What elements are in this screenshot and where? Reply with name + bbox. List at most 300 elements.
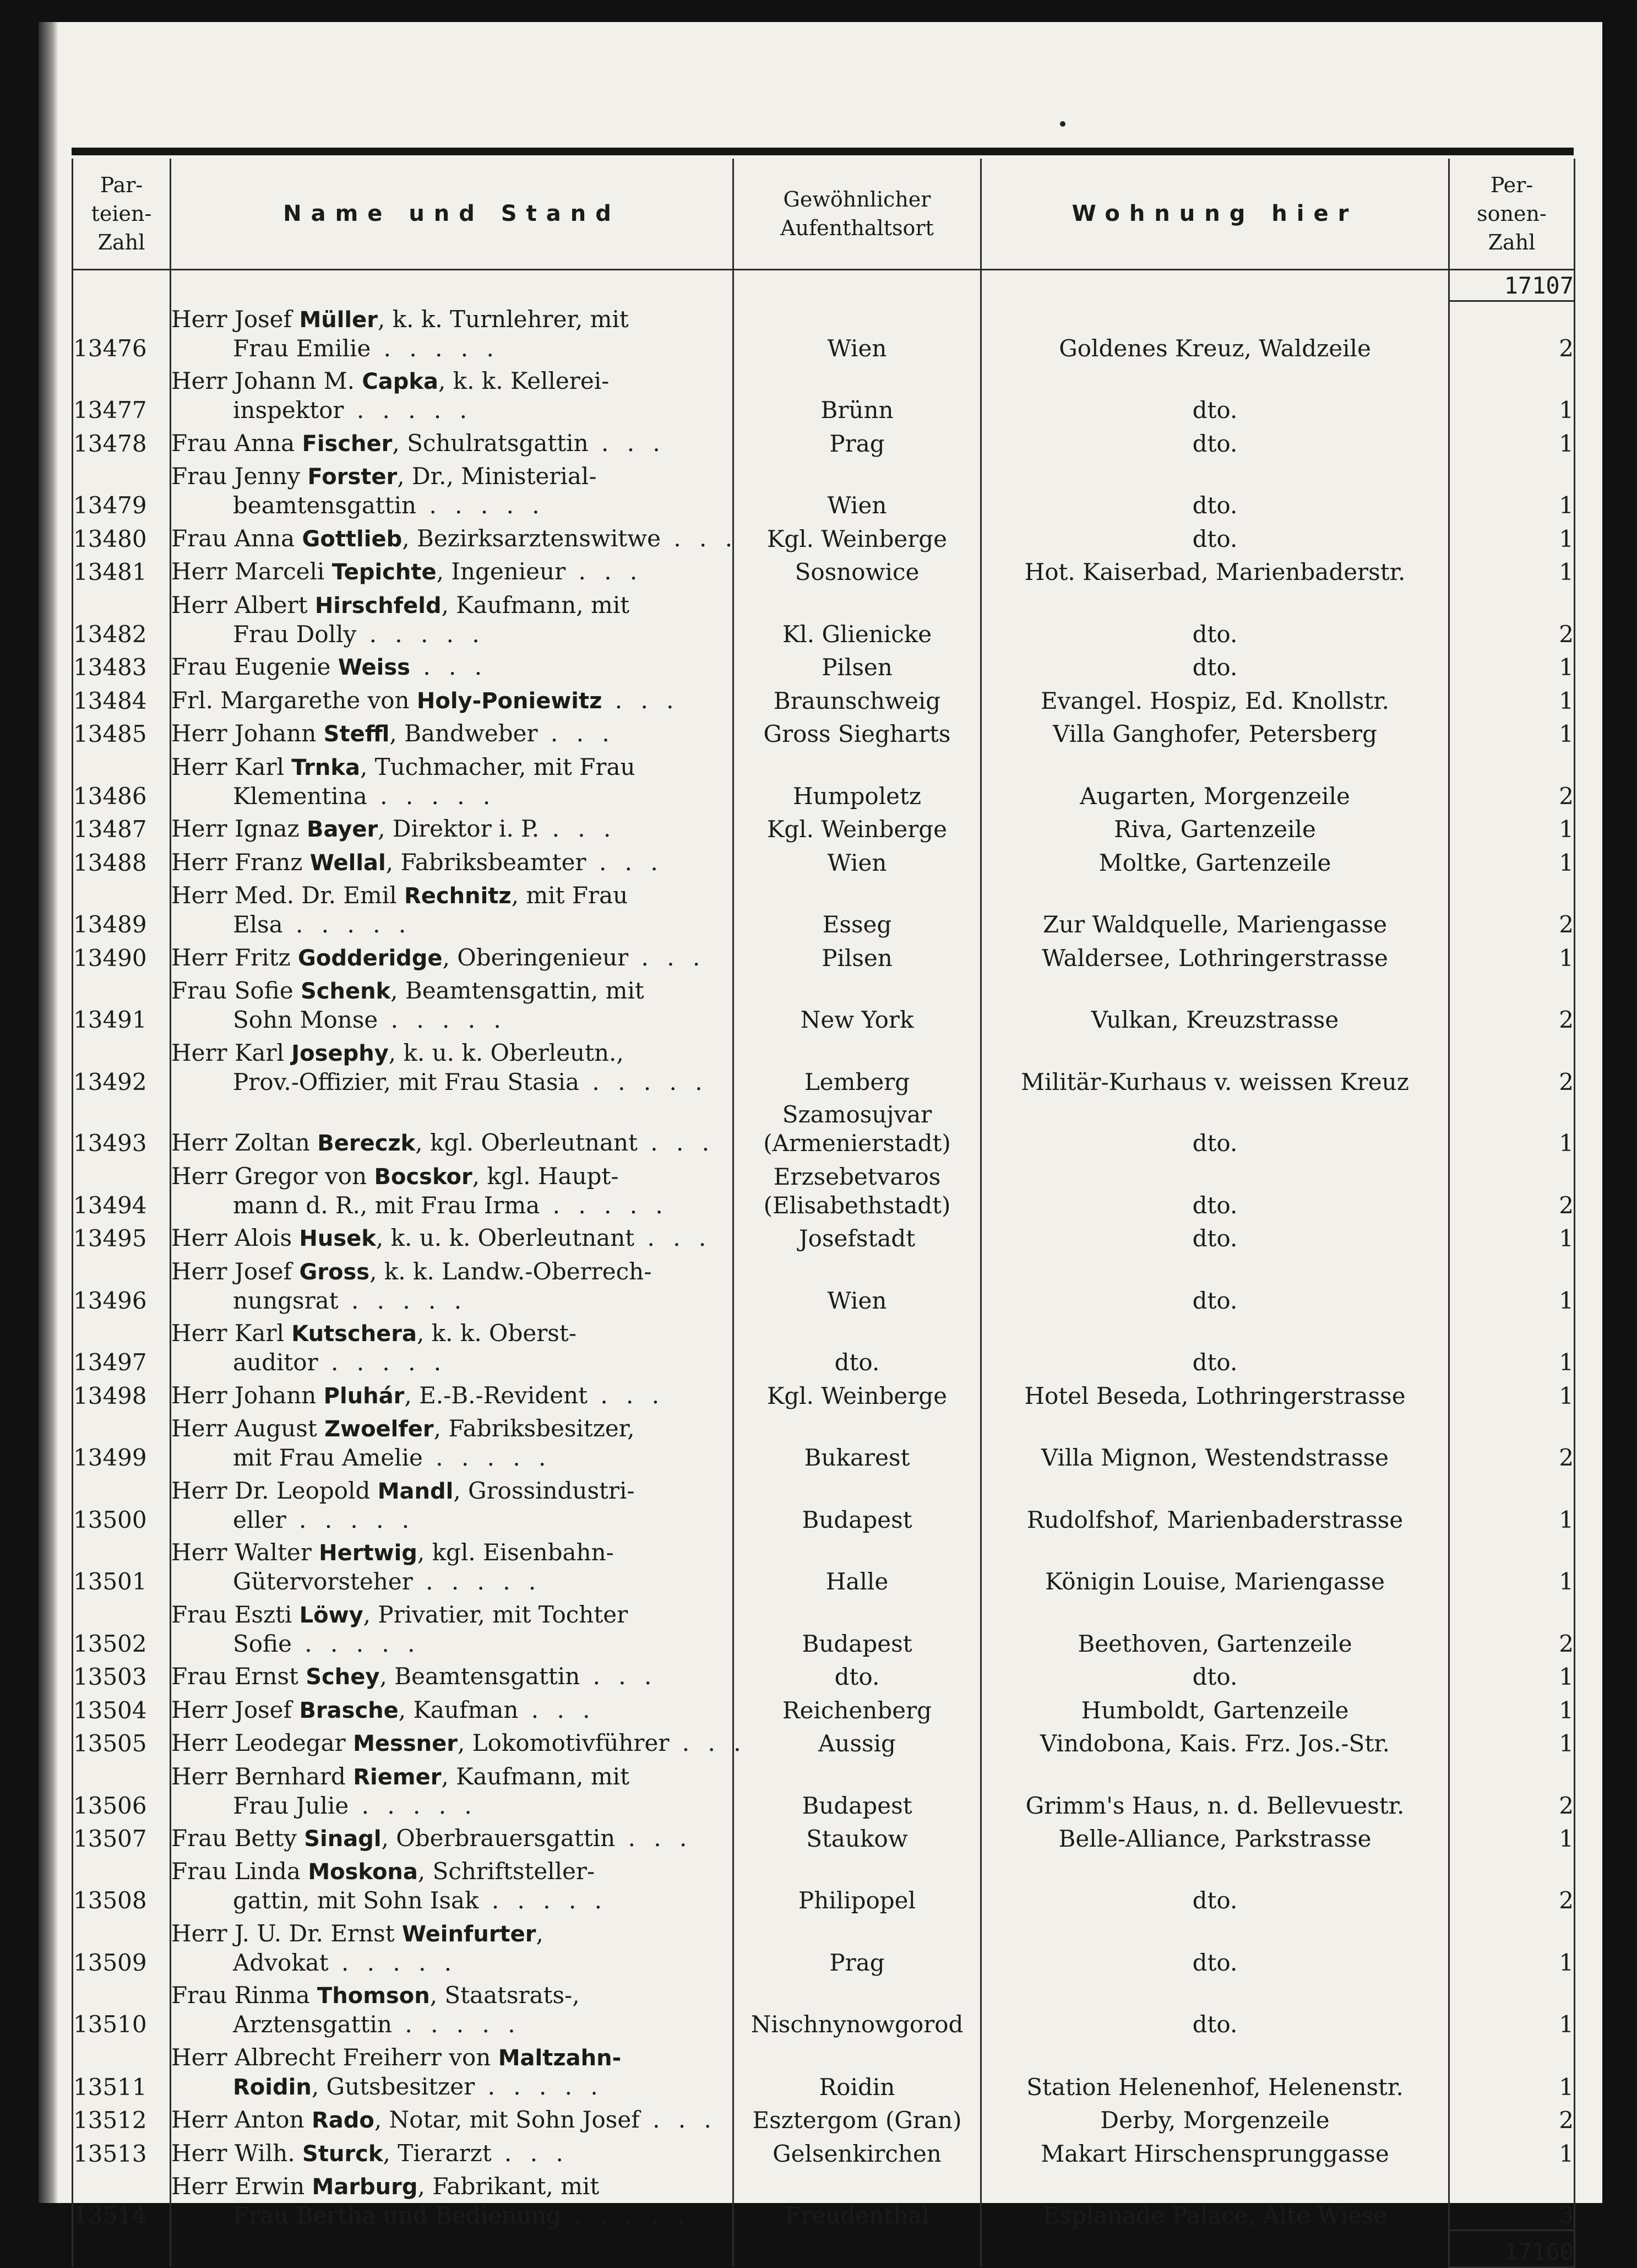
name-prefix: Herr Karl	[171, 1039, 284, 1066]
name-prefix: Herr Josef	[171, 1257, 292, 1285]
surname: Sturck	[302, 2141, 383, 2167]
party-number: 13504	[73, 1691, 171, 1724]
name-and-status	[171, 748, 733, 810]
party-number: 13506	[73, 1758, 171, 1820]
local-address: dto.	[981, 1220, 1449, 1253]
surname: Weiss	[338, 655, 410, 681]
register-row	[73, 844, 1575, 877]
name-line	[171, 1600, 732, 1630]
local-address: Villa Ganghofer, Petersberg	[981, 715, 1449, 748]
name-line	[171, 1257, 732, 1287]
status-text: , E.-B.-Revident	[404, 1381, 588, 1409]
local-address: Makart Hirschensprunggasse	[981, 2135, 1449, 2168]
party-number: 13486	[73, 748, 171, 810]
name-and-status	[171, 2039, 733, 2101]
name-line	[171, 1662, 732, 1691]
persons-count: 2	[1449, 587, 1575, 648]
status-continuation: mit Frau Amelie	[233, 1444, 423, 1472]
local-address: dto.	[981, 1315, 1449, 1377]
usual-residence: Erzsebetvaros (Elisabethstadt)	[733, 1158, 981, 1219]
register-row	[73, 748, 1575, 810]
status-continuation: Frau Julie	[233, 1792, 349, 1819]
party-number: 13499	[73, 1410, 171, 1472]
register-row	[73, 1691, 1575, 1724]
register-row	[73, 1158, 1575, 1219]
surname: Josephy	[291, 1040, 389, 1066]
name-prefix: Herr Albert	[171, 591, 308, 618]
status-continuation: nungsrat	[233, 1287, 339, 1314]
surname: Rado	[311, 2108, 374, 2134]
status-continuation: Advokat	[233, 1949, 329, 1976]
ink-speck	[1060, 121, 1065, 127]
party-number: 13491	[73, 973, 171, 1034]
header-party-number: Par- teien- Zahl	[73, 159, 171, 270]
name-prefix: Herr August	[171, 1415, 317, 1442]
name-continuation	[171, 1191, 732, 1220]
name-and-status	[171, 2168, 733, 2230]
register-row	[73, 939, 1575, 972]
surname-continuation: Roidin	[233, 2074, 312, 2100]
persons-count: 1	[1449, 2135, 1575, 2168]
status-continuation: Gütervorsteher	[233, 1568, 413, 1596]
status-text: , kgl. Oberleutnant	[415, 1129, 638, 1157]
name-line	[171, 848, 732, 877]
top-rule	[72, 148, 1574, 155]
usual-residence: Halle	[733, 1534, 981, 1596]
status-continuation: inspektor	[233, 397, 344, 424]
name-line	[171, 653, 732, 682]
status-text: , Fabrikant, mit	[417, 2173, 600, 2200]
register-row	[73, 1658, 1575, 1691]
party-number: 13487	[73, 811, 171, 844]
name-and-status	[171, 1977, 733, 2039]
persons-count: 3	[1449, 2168, 1575, 2230]
status-text: , Schulratsgattin	[392, 429, 589, 457]
persons-count: 2	[1449, 973, 1575, 1034]
name-line	[171, 1162, 732, 1191]
name-and-status	[171, 1534, 733, 1596]
status-text: , k. k. Kellerei-	[438, 367, 610, 395]
dot-leader: . . .	[639, 2106, 717, 2134]
name-and-status	[171, 363, 733, 425]
register-row	[73, 554, 1575, 587]
name-line	[171, 815, 732, 844]
usual-residence: Esseg	[733, 877, 981, 939]
usual-residence: Budapest	[733, 1596, 981, 1658]
local-address: Hotel Beseda, Lothringerstrasse	[981, 1377, 1449, 1410]
name-and-status	[171, 1725, 747, 1758]
usual-residence: Reichenberg	[733, 1691, 981, 1724]
party-number: 13507	[73, 1820, 171, 1853]
surname: Gross	[299, 1259, 370, 1285]
local-address: dto.	[981, 1915, 1449, 1977]
status-text: , Dr., Ministerial-	[397, 463, 597, 490]
register-row	[73, 363, 1575, 425]
name-and-status	[171, 458, 733, 520]
name-line	[171, 591, 732, 620]
surname: Maltzahn-	[498, 2045, 622, 2071]
status-text: , Fabriksbesitzer,	[433, 1415, 635, 1442]
dot-leader: . . .	[491, 2139, 569, 2167]
persons-count: 1	[1449, 363, 1575, 425]
persons-count: 2	[1449, 1853, 1575, 1915]
register-row	[73, 1315, 1575, 1377]
local-address: dto.	[981, 1658, 1449, 1691]
local-address: Grimm's Haus, n. d. Bellevuestr.	[981, 1758, 1449, 1820]
name-continuation	[171, 2010, 732, 2039]
dot-leader: . . .	[565, 558, 643, 585]
dot-leader: . . . . .	[344, 397, 472, 424]
dot-leader: . . .	[634, 1224, 712, 1252]
name-prefix: Herr Franz	[171, 848, 303, 876]
register-row	[73, 1220, 1575, 1253]
name-and-status	[171, 554, 733, 587]
name-and-status	[171, 1820, 733, 1853]
dot-leader: . . . . .	[318, 1349, 447, 1376]
name-continuation	[171, 1348, 732, 1377]
surname: Schey	[306, 1664, 380, 1690]
persons-count: 1	[1449, 2039, 1575, 2101]
status-text: , k. k. Oberst-	[417, 1320, 577, 1347]
name-and-status	[171, 1034, 733, 1096]
usual-residence: Prag	[733, 1915, 981, 1977]
persons-count: 1	[1449, 1315, 1575, 1377]
name-line	[171, 881, 732, 910]
status-continuation: Arztensgattin	[233, 2011, 393, 2038]
name-prefix: Herr Marceli	[171, 558, 325, 585]
usual-residence: Budapest	[733, 1758, 981, 1820]
name-continuation	[171, 1630, 732, 1658]
name-prefix: Herr Med. Dr. Emil	[171, 882, 397, 909]
register-row	[73, 587, 1575, 648]
register-row	[73, 1034, 1575, 1096]
local-address: Vulkan, Kreuzstrasse	[981, 973, 1449, 1034]
name-line	[171, 2172, 732, 2201]
name-prefix: Herr Karl	[171, 753, 284, 780]
dot-leader: . . .	[588, 429, 666, 457]
dot-leader: . . . . .	[561, 2202, 690, 2229]
name-continuation	[171, 782, 732, 811]
name-continuation	[171, 1506, 732, 1534]
usual-residence: Staukow	[733, 1820, 981, 1853]
surname: Thomson	[317, 1983, 430, 2009]
usual-residence: New York	[733, 973, 981, 1034]
usual-residence: Josefstadt	[733, 1220, 981, 1253]
status-text: , Tuchmacher, mit Frau	[360, 753, 635, 780]
surname: Bayer	[307, 817, 378, 843]
persons-count: 1	[1449, 1472, 1575, 1534]
persons-count: 1	[1449, 1658, 1575, 1691]
status-continuation: Prov.-Offizier, mit Frau Stasia	[233, 1068, 580, 1095]
surname: Rechnitz	[404, 883, 512, 909]
register-row	[73, 2135, 1575, 2168]
name-and-status	[171, 587, 733, 648]
name-and-status	[171, 1315, 733, 1377]
usual-residence: Wien	[733, 301, 981, 363]
local-address: Goldenes Kreuz, Waldzeile	[981, 301, 1449, 363]
status-continuation: auditor	[233, 1349, 318, 1376]
name-prefix: Herr Johann M.	[171, 367, 355, 395]
dot-leader: . . . . .	[349, 1792, 477, 1819]
usual-residence: Bukarest	[733, 1410, 981, 1472]
name-line	[171, 1039, 732, 1068]
name-and-status	[171, 1915, 733, 1977]
carry-over-total: 17107	[1449, 270, 1575, 301]
dot-leader: . . .	[539, 815, 617, 843]
persons-count: 1	[1449, 1534, 1575, 1596]
header-usual-residence: Gewöhnlicher Aufenthaltsort	[733, 159, 981, 270]
usual-residence: Brünn	[733, 363, 981, 425]
status-text: , Notar, mit Sohn Josef	[374, 2106, 640, 2134]
name-continuation	[171, 1567, 732, 1596]
name-prefix: Herr Fritz	[171, 943, 291, 971]
name-line	[171, 686, 732, 715]
party-number: 13514	[73, 2168, 171, 2230]
surname: Sinagl	[304, 1826, 382, 1852]
name-prefix: Frau Anna	[171, 524, 295, 552]
dot-leader: . . .	[410, 653, 488, 681]
local-address: Königin Louise, Mariengasse	[981, 1534, 1449, 1596]
status-text: , Ingenieur	[436, 558, 566, 585]
name-prefix: Frau Rinma	[171, 1982, 310, 2009]
name-line	[171, 1538, 732, 1567]
dot-leader: . . .	[602, 686, 679, 714]
local-address: Belle-Alliance, Parkstrasse	[981, 1820, 1449, 1853]
party-number: 13498	[73, 1377, 171, 1410]
name-continuation	[171, 1949, 732, 1977]
status-continuation: Frau Bertha und Bedienung	[233, 2202, 562, 2229]
name-prefix: Herr Bernhard	[171, 1762, 346, 1790]
usual-residence: Gross Siegharts	[733, 715, 981, 748]
register-row	[73, 973, 1575, 1034]
usual-residence: Nischnynowgorod	[733, 1977, 981, 2039]
name-prefix: Herr Anton	[171, 2106, 304, 2134]
usual-residence: Szamosujvar (Armenierstadt)	[733, 1097, 981, 1158]
status-text: , Schriftsteller-	[417, 1858, 595, 1885]
name-and-status	[171, 301, 733, 363]
surname: Gottlieb	[302, 526, 403, 552]
usual-residence: Lemberg	[733, 1034, 981, 1096]
status-text: , Direktor i. P.	[378, 815, 540, 843]
persons-count: 2	[1449, 1034, 1575, 1096]
party-number: 13502	[73, 1596, 171, 1658]
name-line	[171, 2106, 732, 2135]
register-row	[73, 877, 1575, 939]
register-row	[73, 649, 1575, 682]
name-line	[171, 429, 732, 458]
surname: Zwoelfer	[324, 1417, 434, 1442]
name-and-status	[171, 1658, 733, 1691]
local-address: Evangel. Hospiz, Ed. Knollstr.	[981, 682, 1449, 715]
register-row	[73, 1377, 1575, 1410]
usual-residence: Humpoletz	[733, 748, 981, 810]
status-continuation: Elsa	[233, 911, 283, 938]
name-continuation	[171, 334, 732, 363]
surname: Riemer	[353, 1764, 442, 1790]
dot-leader: . . . . .	[475, 2072, 603, 2100]
status-text: , Privatier, mit Tochter	[363, 1600, 628, 1628]
surname: Brasche	[299, 1697, 399, 1723]
name-prefix: Frau Sofie	[171, 977, 293, 1005]
name-and-status	[171, 939, 733, 972]
dot-leader: . . . . .	[378, 1006, 507, 1034]
persons-count: 1	[1449, 1725, 1575, 1758]
register-row	[73, 1596, 1575, 1658]
usual-residence: Wien	[733, 1253, 981, 1315]
party-number: 13510	[73, 1977, 171, 2039]
local-address: Militär-Kurhaus v. weissen Kreuz	[981, 1034, 1449, 1096]
local-address: dto.	[981, 363, 1449, 425]
header-name-and-status: Name und Stand	[171, 159, 733, 270]
dot-leader: . . .	[580, 1663, 657, 1690]
party-number: 13481	[73, 554, 171, 587]
name-line	[171, 1319, 732, 1348]
surname: Capka	[362, 369, 438, 395]
persons-count: 2	[1449, 1158, 1575, 1219]
party-number: 13508	[73, 1853, 171, 1915]
persons-count: 1	[1449, 1977, 1575, 2039]
party-number: 13497	[73, 1315, 171, 1377]
local-address: Station Helenenhof, Helenenstr.	[981, 2039, 1449, 2101]
persons-count: 1	[1449, 811, 1575, 844]
running-total: 17160	[1449, 2230, 1575, 2267]
dot-leader: . . . . .	[291, 1630, 421, 1657]
dot-leader: . . . . .	[579, 1068, 708, 1095]
name-continuation	[171, 1792, 732, 1820]
dot-leader: . . .	[588, 1381, 665, 1409]
dot-leader: . . .	[586, 848, 663, 876]
status-text: , Kaufmann, mit	[441, 591, 630, 618]
persons-count: 1	[1449, 1691, 1575, 1724]
status-text: , kgl. Eisenbahn-	[417, 1539, 614, 1566]
dot-leader: . . .	[660, 524, 738, 552]
name-prefix: Herr Josef	[171, 305, 292, 333]
party-number: 13513	[73, 2135, 171, 2168]
party-number: 13489	[73, 877, 171, 939]
surname: Holy-Poniewitz	[416, 688, 602, 714]
persons-count: 1	[1449, 1377, 1575, 1410]
local-address: Waldersee, Lothringerstrasse	[981, 939, 1449, 972]
local-address: dto.	[981, 1158, 1449, 1219]
dot-leader: . . .	[518, 1696, 596, 1723]
local-address: dto.	[981, 520, 1449, 553]
party-number: 13495	[73, 1220, 171, 1253]
name-continuation	[171, 620, 732, 649]
status-continuation: Frau Emilie	[233, 334, 371, 362]
dot-leader: . . . . .	[478, 1887, 608, 1914]
party-number: 13494	[73, 1158, 171, 1219]
name-continuation	[171, 1444, 732, 1472]
surname: Trnka	[291, 755, 360, 780]
dot-leader: . . .	[628, 943, 706, 971]
name-line	[171, 943, 732, 973]
name-prefix: Herr Zoltan	[171, 1129, 310, 1157]
persons-count: 2	[1449, 301, 1575, 363]
party-number: 13512	[73, 2102, 171, 2135]
name-and-status	[171, 1097, 733, 1158]
name-prefix: Herr Wilh.	[171, 2139, 295, 2167]
persons-count: 1	[1449, 939, 1575, 972]
surname: Müller	[299, 307, 378, 333]
local-address: Humboldt, Gartenzeile	[981, 1691, 1449, 1724]
surname: Husek	[299, 1226, 376, 1252]
party-number: 13496	[73, 1253, 171, 1315]
name-line	[171, 1857, 732, 1886]
name-line	[171, 1696, 732, 1725]
dot-leader: . . . . .	[422, 1444, 552, 1472]
surname: Messner	[353, 1731, 458, 1757]
total-row	[73, 2230, 1575, 2267]
name-prefix: Frau Linda	[171, 1858, 301, 1885]
register-page	[39, 22, 1602, 2265]
status-text: , Beamtensgattin, mit	[390, 977, 644, 1005]
name-and-status	[171, 1158, 733, 1219]
party-number: 13485	[73, 715, 171, 748]
persons-count: 2	[1449, 2102, 1575, 2135]
register-row	[73, 1853, 1575, 1915]
surname: Hirschfeld	[314, 593, 442, 618]
persons-count: 1	[1449, 554, 1575, 587]
name-line	[171, 367, 732, 396]
persons-count: 2	[1449, 1410, 1575, 1472]
status-text: , k. u. k. Oberleutnant	[376, 1224, 635, 1252]
header-local-address: Wohnung hier	[981, 159, 1449, 270]
register-row	[73, 2039, 1575, 2101]
usual-residence: Braunschweig	[733, 682, 981, 715]
name-prefix: Frau Eugenie	[171, 653, 331, 681]
name-line	[171, 1477, 732, 1506]
name-line	[171, 462, 732, 491]
surname: Fischer	[302, 431, 393, 457]
name-line	[171, 753, 732, 782]
name-continuation	[171, 1068, 732, 1097]
name-and-status	[171, 1220, 733, 1253]
status-text: , Kaufman	[398, 1696, 519, 1723]
party-number: 13476	[73, 301, 171, 363]
local-address: Moltke, Gartenzeile	[981, 844, 1449, 877]
party-number: 13488	[73, 844, 171, 877]
status-text: , Lokomotivführer	[458, 1729, 670, 1757]
surname: Steffl	[323, 721, 390, 747]
persons-count: 1	[1449, 458, 1575, 520]
surname: Löwy	[299, 1602, 363, 1628]
register-row	[73, 682, 1575, 715]
status-continuation: Frau Dolly	[233, 620, 357, 648]
dot-leader: . . . . .	[286, 1506, 415, 1533]
persons-count: 2	[1449, 748, 1575, 810]
usual-residence: Pilsen	[733, 939, 981, 972]
persons-count: 1	[1449, 1253, 1575, 1315]
name-line	[171, 1919, 732, 1949]
name-prefix: Herr Gregor von	[171, 1162, 367, 1190]
name-prefix: Frau Ernst	[171, 1663, 298, 1690]
persons-count: 2	[1449, 877, 1575, 939]
local-address: Beethoven, Gartenzeile	[981, 1596, 1449, 1658]
surname: Pluhár	[323, 1383, 405, 1409]
name-continuation	[171, 2072, 732, 2102]
name-prefix: Herr Ignaz	[171, 815, 300, 843]
party-number: 13503	[73, 1658, 171, 1691]
name-prefix: Herr Walter	[171, 1539, 312, 1566]
name-prefix: Herr Dr. Leopold	[171, 1477, 371, 1504]
status-text: , Fabriksbeamter	[385, 848, 586, 876]
name-and-status	[171, 649, 733, 682]
register-row	[73, 1725, 1575, 1758]
register-row	[73, 1977, 1575, 2039]
name-and-status	[171, 973, 733, 1034]
persons-count: 1	[1449, 1220, 1575, 1253]
dot-leader: . . . . .	[356, 620, 485, 648]
